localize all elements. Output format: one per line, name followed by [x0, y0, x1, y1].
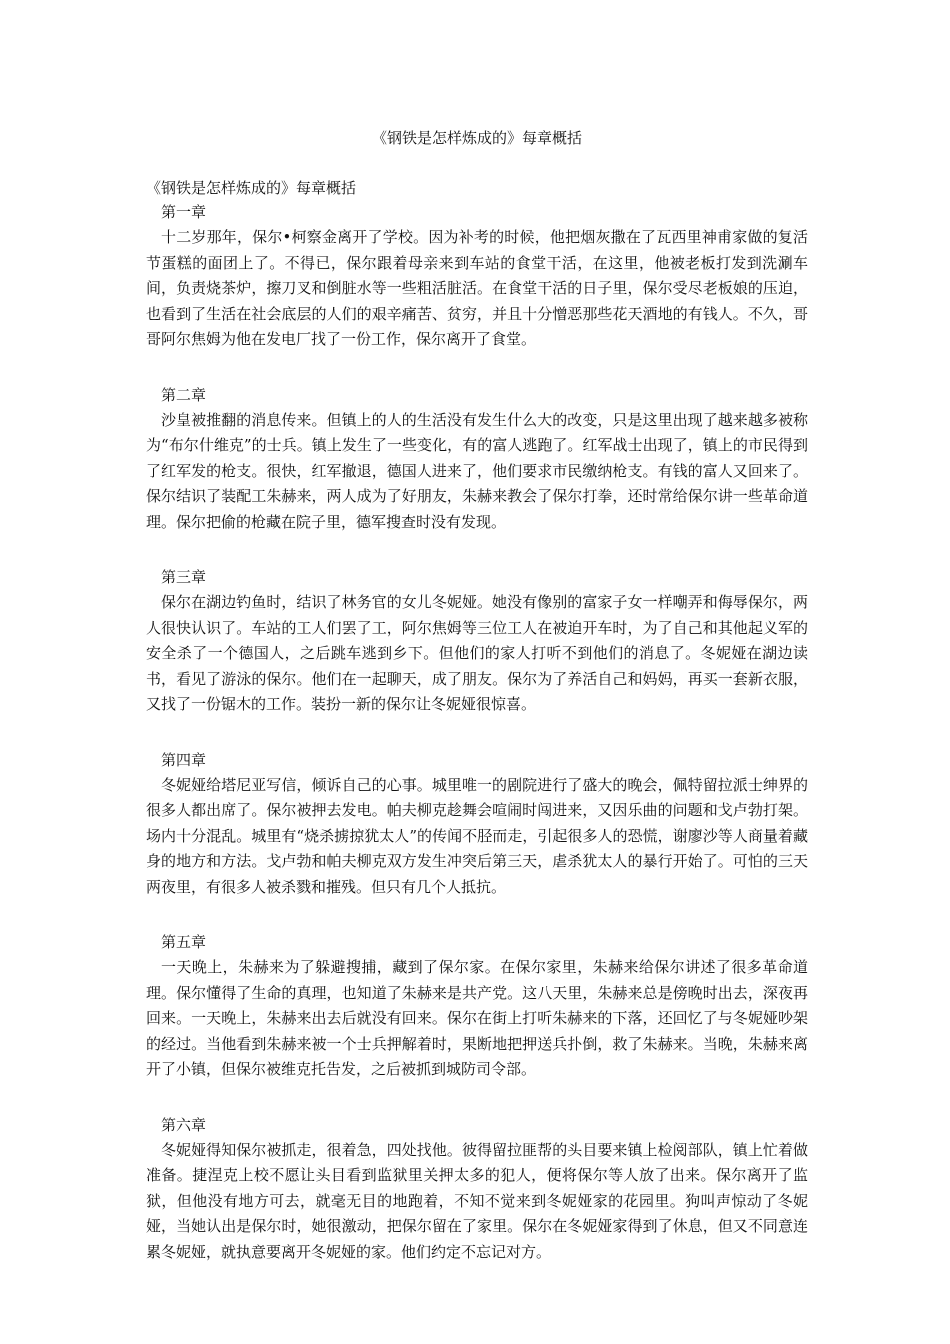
chapter-list — [146, 200, 808, 1295]
chapter-heading: 第五章 — [161, 933, 207, 951]
chapter-summary: 一天晚上，朱赫来为了躲避搜捕，藏到了保尔家。在保尔家里，朱赫来给保尔讲述了很多革命道理。保尔懂得了生命的真理，也知道了朱赫来是共产党。这八天里，朱赫来总是傍晚时出去，深夜再回来。一天晚上，朱赫来出去后就没有回来。保尔在街上打听朱赫来的下落，还回忆了与冬妮娅吵架的经过。当他看到朱赫来被一个士兵押解着时，果断地把押送兵扑倒，救了朱赫来。当晚，朱赫来离开了小镇，但保尔被维克托告发，之后被抓到城防司令部。 — [146, 958, 808, 1078]
chapter-heading: 第三章 — [161, 568, 207, 586]
chapter-summary: 十二岁那年，保尔•柯察金离开了学校。因为补考的时候，他把烟灰撒在了瓦西里神甫家做的复活节蛋糕的面团上了。不得已，保尔跟着母亲来到车站的食堂干活，在这里，他被老板打发到洗涮车间，负责烧茶炉，擦刀叉和倒脏水等一些粗活脏活。在食堂干活的日子里，保尔受尽老板娘的压迫，也看到了生活在社会底层的人们的艰辛痛苦、贫穷，并且十分憎恶那些花天酒地的有钱人。不久，哥哥阿尔焦姆为他在发电厂找了一份工作，保尔离开了食堂。 — [146, 228, 808, 348]
chapter-summary: 冬妮娅给塔尼亚写信，倾诉自己的心事。城里唯一的剧院进行了盛大的晚会，佩特留拉派士绅界的很多人都出席了。保尔被押去发电。帕夫柳克趁舞会喧闹时闯进来，又因乐曲的问题和戈卢勃打架。场内十分混乱。城里有“烧杀掳掠犹太人”的传闻不胫而走，引起很多人的恐慌，谢廖沙等人商量着藏身的地方和方法。戈卢勃和帕夫柳克双方发生冲突后第三天，虐杀犹太人的暴行开始了。可怕的三天两夜里，有很多人被杀戮和摧残。但只有几个人抵抗。 — [146, 775, 808, 896]
chapter-4 — [146, 748, 808, 901]
chapter-summary: 冬妮娅得知保尔被抓走，很着急，四处找他。彼得留拉匪帮的头目要来镇上检阅部队，镇上忙着做准备。捷涅克上校不愿让头目看到监狱里关押太多的犯人，便将保尔等人放了出来。保尔离开了监狱，但他没有地方可去，就毫无目的地跑着，不知不觉来到冬妮娅家的花园里。狗叫声惊动了冬妮娅，当她认出是保尔时，她很激动，把保尔留在了家里。保尔在冬妮娅家得到了休息，但又不同意连累冬妮娅，就执意要离开冬妮娅的家。他们约定不忘记对方。 — [146, 1140, 808, 1261]
chapter-heading: 第一章 — [161, 203, 207, 221]
chapter-summary: 沙皇被推翻的消息传来。但镇上的人的生活没有发生什么大的改变，只是这里出现了越来越多被称为“布尔什维克”的士兵。镇上发生了一些变化，有的富人逃跑了。红军战士出现了，镇上的市民得到了红军发的枪支。很快，红军撤退，德国人进来了，他们要求市民缴纳枪支。有钱的富人又回来了。保尔结识了装配工朱赫来，两人成为了好朋友，朱赫来教会了保尔打拳，还时常给保尔讲一些革命道理。保尔把偷的枪藏在院子里，德军搜查时没有发现。 — [146, 410, 808, 531]
chapter-5 — [146, 930, 808, 1083]
chapter-1 — [146, 200, 808, 353]
page-title: 《钢铁是怎样炼成的》每章概括 — [371, 129, 582, 147]
chapter-summary: 保尔在湖边钓鱼时，结识了林务官的女儿冬妮娅。她没有像别的富家子女一样嘲弄和侮辱保尔，两人很快认识了。车站的工人们罢了工，阿尔焦姆等三位工人在被迫开车时，为了自己和其他起义军的安全杀了一个德国人，之后跳车逃到乡下。但他们的家人打听不到他们的消息了。冬妮娅在湖边读书，看见了游泳的保尔。他们在一起聊天，成了朋友。保尔为了养活自己和妈妈，再买一套新衣服，又找了一份锯木的工作。装扮一新的保尔让冬妮娅很惊喜。 — [146, 593, 808, 713]
chapter-6 — [146, 1113, 808, 1266]
document-subtitle: 《钢铁是怎样炼成的》每章概括 — [146, 179, 357, 197]
chapter-heading: 第四章 — [161, 750, 207, 769]
chapter-2 — [146, 383, 808, 536]
chapter-heading: 第二章 — [161, 385, 207, 404]
chapter-3 — [146, 565, 808, 718]
chapter-heading: 第六章 — [161, 1115, 207, 1134]
